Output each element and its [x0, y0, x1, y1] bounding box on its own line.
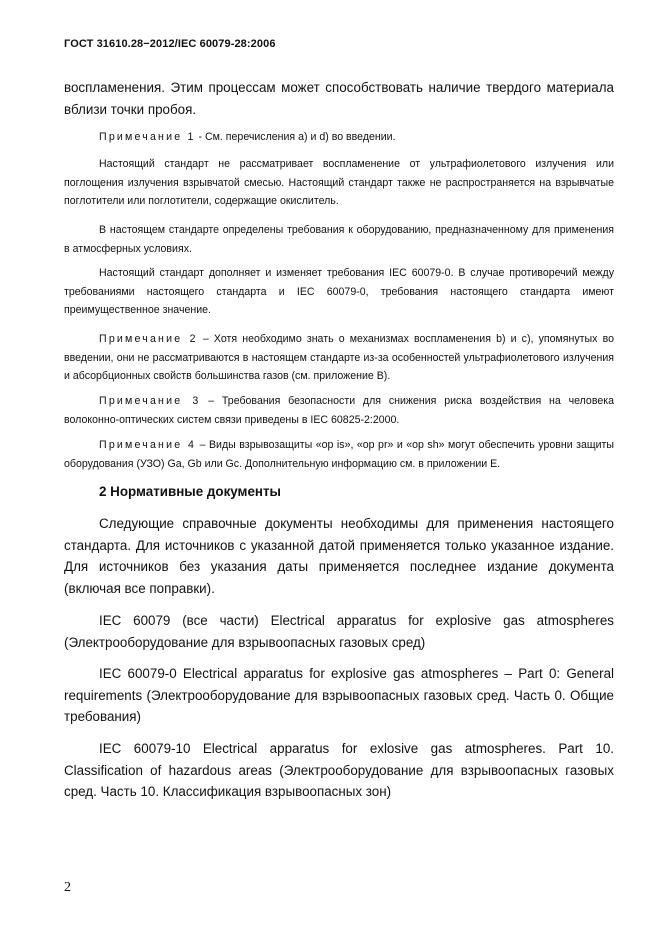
section-heading: 2 Нормативные документы [99, 484, 281, 499]
note-4-label: Примечание 4 [99, 439, 197, 451]
note-3-text: – Требования безопасности для снижения риска воздействия на человека волоконно-оптических систем связи приведены в IEC 60825-2:2000. [64, 395, 614, 426]
note-3-label: Примечание 3 [99, 395, 201, 407]
note-2-text: – Хотя необходимо знать о механизмах воспламенения b) и c), упомянутых во введении, они не рассматриваются в настоящем стандарте из-за особенностей ультрафиолетового излучения и абсорбционных свойств большинства газов (см. приложение В). [64, 333, 614, 382]
note-4 [64, 436, 614, 473]
reference-iec-60079: IEC 60079 (все части) Electrical apparatus for explosive gas atmospheres (Электрооборудование для взрывоопасных газовых сред) [64, 613, 614, 650]
note-3 [64, 392, 614, 429]
note-1 [64, 128, 614, 147]
note-4-text: – Виды взрывозащиты «op is», «op pr» и «op sh» могут обеспечить уровни защиты оборудования (УЗО) Ga, Gb или Gc. Дополнительную информацию см. в приложении Е. [64, 439, 614, 470]
note-1-label: Примечание 1 [99, 131, 196, 143]
reference-iec-60079-10: IEC 60079-10 Electrical apparatus for exlosive gas atmospheres. Part 10. Classification of hazardous areas (Электрооборудование для взрывоопасных газовых сред. Часть 10. Классификация взрывоопасных зон) [64, 741, 614, 799]
paragraph-uv-radiation: Настоящий стандарт не рассматривает воспламенение от ультрафиолетового излучения или поглощения излучения взрывчатой смесью. Настоящий стандарт также не распространяется на взрывчатые поглотители или поглотители, содержащие окислитель. [64, 158, 614, 207]
paragraph-supplement: Настоящий стандарт дополняет и изменяет требования IEC 60079-0. В случае противоречий между требованиями настоящего стандарта и IEC 60079-0, требования настоящего стандарта имеют преимущественное значение. [64, 267, 614, 316]
paragraph-continuation: воспламенения. Этим процессам может способствовать наличие твердого материала вблизи точки пробоя. [64, 80, 614, 117]
page-number: 2 [64, 880, 71, 895]
reference-iec-60079-0: IEC 60079-0 Electrical apparatus for explosive gas atmospheres – Part 0: General requirements (Электрооборудование для взрывоопасных газовых сред. Часть 0. Общие требования) [64, 666, 614, 724]
note-1-text: - См. перечисления a) и d) во введении. [195, 131, 396, 143]
note-2 [64, 330, 614, 386]
section-intro: Следующие справочные документы необходимы для применения настоящего стандарта. Для источников с указанной датой применяется только указанное издание. Для источников без указания даты применяется последнее издание документа (включая все поправки). [64, 516, 614, 596]
note-2-label: Примечание 2 [99, 333, 198, 345]
paragraph-requirements: В настоящем стандарте определены требования к оборудованию, предназначенному для применения в атмосферных условиях. [64, 224, 614, 255]
document-header: ГОСТ 31610.28−2012/IEC 60079-28:2006 [64, 38, 276, 50]
